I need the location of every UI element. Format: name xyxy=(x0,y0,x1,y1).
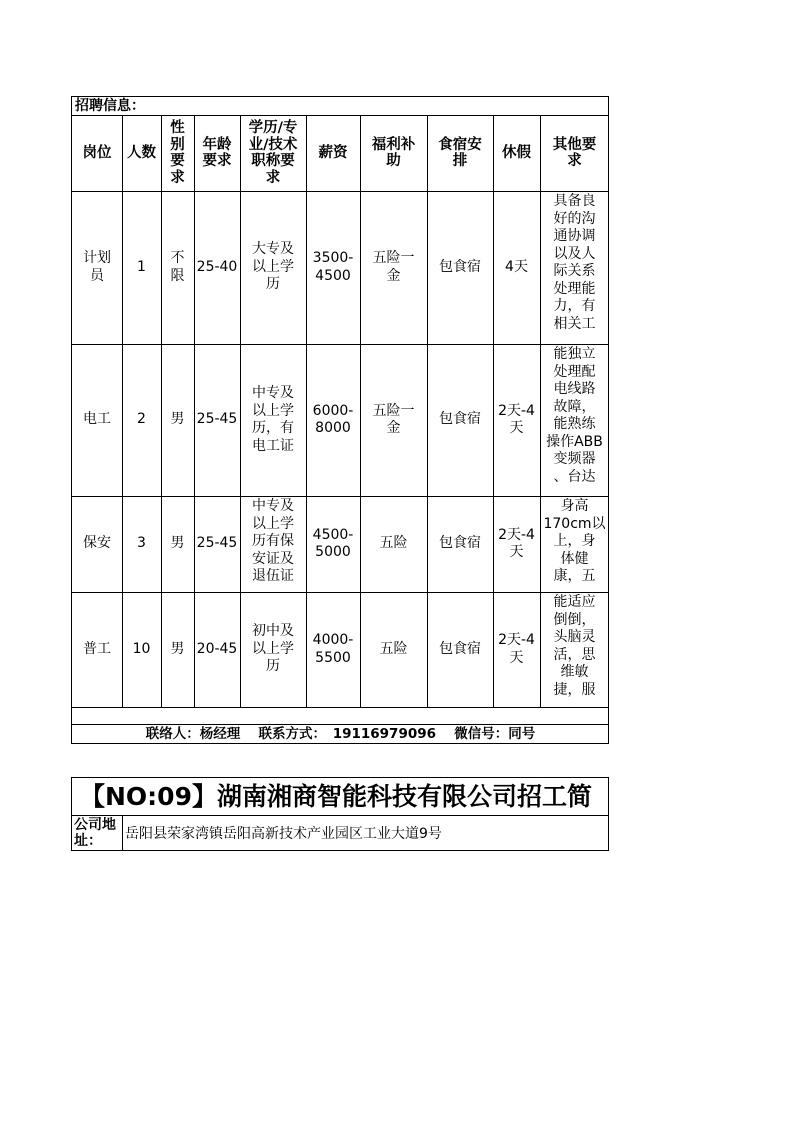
cell-count: 3 xyxy=(137,535,146,552)
contact-line: 联络人：杨经理 联系方式： 19116979096 微信号：同号 xyxy=(145,726,536,742)
cell-housing: 包食宿 xyxy=(439,640,481,657)
grid-line xyxy=(71,592,609,593)
grid-line xyxy=(71,191,609,192)
section-label: 招聘信息： xyxy=(75,98,145,114)
grid-line xyxy=(608,777,609,851)
cell-education: 大专及 以上学 历 xyxy=(252,241,294,293)
company-title: 【NO:09】湖南湘商智能科技有限公司招工简 xyxy=(80,782,592,811)
cell-age: 25-40 xyxy=(196,258,238,275)
cell-other: 能独立 处理配 电线路 故障， 能熟练 操作ABB 变频器 、台达 xyxy=(546,346,603,485)
header-other: 其他要 求 xyxy=(552,136,597,169)
cell-other: 身高 170cm以 上，身 体健 康，五 xyxy=(543,498,606,584)
grid-line xyxy=(71,96,609,97)
grid-line xyxy=(161,115,162,707)
grid-line xyxy=(493,115,494,707)
cell-salary: 4000- 5500 xyxy=(312,632,354,666)
cell-housing: 包食宿 xyxy=(439,411,481,428)
cell-benefits: 五险一 金 xyxy=(372,402,415,436)
header-housing: 食宿安 排 xyxy=(438,136,482,169)
cell-gender: 男 xyxy=(170,640,185,657)
cell-other: 能适应 倒倒， 头脑灵 活，思 维敏 捷，服 xyxy=(553,594,596,698)
grid-line xyxy=(71,815,609,816)
cell-leave: 2天-4 天 xyxy=(498,402,535,436)
grid-line xyxy=(306,115,307,707)
grid-line xyxy=(71,850,609,851)
grid-line xyxy=(427,115,428,707)
grid-line xyxy=(71,707,609,708)
cell-gender: 男 xyxy=(170,535,185,552)
header-gender: 性 别 要 求 xyxy=(170,120,185,186)
cell-leave: 2天-4 天 xyxy=(498,526,535,560)
cell-housing: 包食宿 xyxy=(439,535,481,552)
cell-gender: 不 限 xyxy=(170,250,185,284)
cell-position: 保安 xyxy=(83,535,111,552)
grid-line xyxy=(71,777,72,851)
header-age: 年龄 要求 xyxy=(202,136,232,169)
grid-line xyxy=(194,115,195,707)
grid-line xyxy=(71,496,609,497)
header-education: 学历/专 业/技术 职称要 求 xyxy=(248,120,298,186)
grid-line xyxy=(122,815,123,851)
grid-line xyxy=(71,777,609,778)
cell-education: 初中及 以上学 历 xyxy=(252,623,294,675)
cell-count: 1 xyxy=(137,258,146,275)
cell-age: 25-45 xyxy=(196,535,238,552)
grid-line xyxy=(240,115,241,707)
cell-count: 2 xyxy=(137,411,146,428)
cell-leave: 2天-4 天 xyxy=(498,632,535,666)
cell-age: 20-45 xyxy=(196,640,238,657)
cell-housing: 包食宿 xyxy=(439,258,481,275)
cell-salary: 3500- 4500 xyxy=(312,250,354,284)
header-position: 岗位 xyxy=(82,144,112,161)
cell-benefits: 五险 xyxy=(379,640,408,657)
cell-salary: 6000- 8000 xyxy=(312,402,354,436)
cell-education: 中专及 以上学 历有保 安证及 退伍证 xyxy=(252,498,294,584)
cell-other: 具备良 好的沟 通协调 以及人 际关系 处理能 力，有 相关工 xyxy=(553,193,596,332)
grid-line xyxy=(608,96,609,744)
cell-count: 10 xyxy=(132,640,151,657)
header-benefits: 福利补 助 xyxy=(371,136,416,169)
cell-position: 电工 xyxy=(83,411,111,428)
cell-leave: 4天 xyxy=(505,258,528,275)
grid-line xyxy=(71,344,609,345)
address-value: 岳阳县荣家湾镇岳阳高新技术产业园区工业大道9号 xyxy=(125,826,442,842)
grid-line xyxy=(360,115,361,707)
cell-salary: 4500- 5000 xyxy=(312,526,354,560)
grid-line xyxy=(71,743,609,744)
grid-line xyxy=(71,96,72,744)
cell-gender: 男 xyxy=(170,411,185,428)
cell-benefits: 五险一 金 xyxy=(372,250,415,284)
grid-line xyxy=(540,115,541,707)
header-count: 人数 xyxy=(127,144,156,161)
cell-position: 普工 xyxy=(83,640,111,657)
cell-position: 计划 员 xyxy=(83,250,111,284)
address-label: 公司地 址： xyxy=(74,817,116,849)
header-salary: 薪资 xyxy=(318,144,348,161)
cell-benefits: 五险 xyxy=(379,535,408,552)
grid-line xyxy=(122,115,123,707)
header-leave: 休假 xyxy=(502,144,531,161)
grid-line xyxy=(71,115,609,116)
cell-age: 25-45 xyxy=(196,411,238,428)
grid-line xyxy=(71,724,609,725)
cell-education: 中专及 以上学 历，有 电工证 xyxy=(252,385,294,454)
